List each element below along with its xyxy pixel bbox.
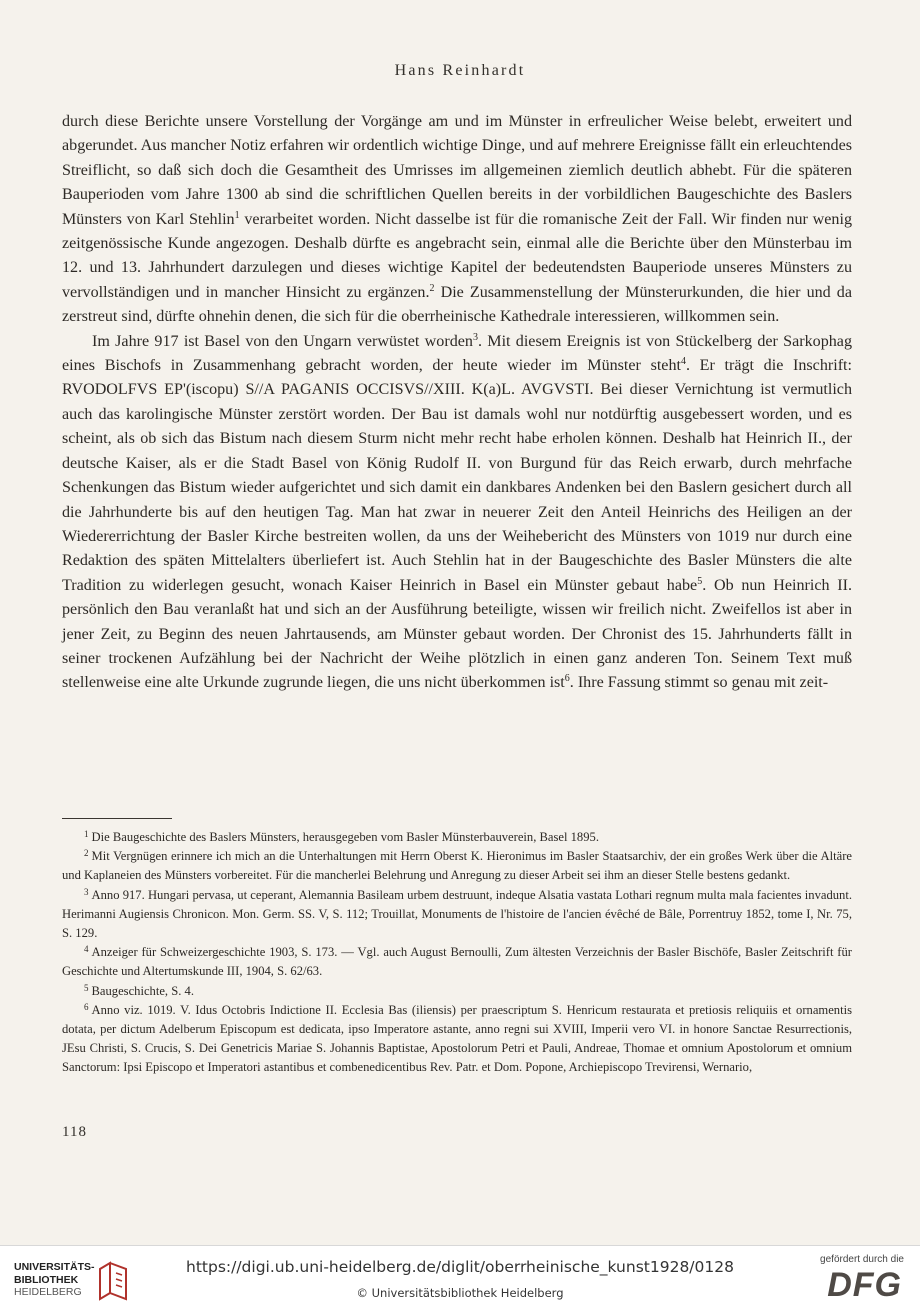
- footnotes: [62, 828, 852, 1078]
- logo-line: UNIVERSITÄTS-: [14, 1261, 95, 1273]
- dfg-logo[interactable]: DFG: [827, 1266, 902, 1304]
- footnote-number: 6: [84, 1001, 89, 1012]
- paragraph: [62, 330, 852, 696]
- footnote-text: Baugeschichte, S. 4.: [91, 983, 194, 998]
- footnote: [62, 886, 852, 944]
- permalink-url[interactable]: https://digi.ub.uni-heidelberg.de/diglit/oberrheinische_kunst1928/0128: [186, 1258, 734, 1276]
- footnote-reference: 5: [697, 575, 703, 587]
- footnote: [62, 828, 852, 847]
- paragraph-text: Die Zusammenstellung der Münsterurkunden, die hier und da zerstreut sind, dürfte ohnehin denen, die sich für die oberrheinische Kathedrale interessieren, willkommen sein.: [62, 283, 852, 326]
- paragraph-text: . Ihre Fassung stimmt so genau mit zeit-: [569, 674, 829, 692]
- footnote-number: 3: [84, 886, 89, 897]
- footnote-text: Die Baugeschichte des Baslers Münsters, herausgegeben vom Basler Münsterbauverein, Basel 1895.: [91, 830, 599, 844]
- logo-line: BIBLIOTHEK: [14, 1273, 79, 1286]
- sponsor-label: gefördert durch die: [820, 1254, 904, 1265]
- footnote: [62, 1001, 852, 1078]
- footnote-text: Anzeiger für Schweizergeschichte 1903, S. 173. — Vgl. auch August Bernoulli, Zum ältesten Verzeichnis der Basler Bischöfe, Basler Zeitschrift für Geschichte und Altertumskunde III, 1904, S. 62/63.: [62, 945, 852, 979]
- body-text: [62, 110, 852, 696]
- paragraph-text: . Mit diesem Ereignis ist von Stückelberg der Sarkophag eines Bischofs in Zusammenhang gebracht worden, der heute wieder im Münster steht: [62, 332, 852, 375]
- footnote-reference: 2: [429, 282, 435, 294]
- paragraph-text: durch diese Berichte unsere Vorstellung der Vorgänge am und im Münster in erfreulicher Weise belebt, erweitert und abgerundet. Aus mancher Notiz erfahren wir ordentlich wichtige Dinge, und auf mehrere Ereignisse fällt ein erleuchtendes Streiflicht, so daß sich doch die Gesamtheit des Umrisses im allgemeinen ziemlich deutlich abhebt. Für die späteren Bauperioden vom Jahre 1300 ab sind die schriftlichen Quellen bereits in der vorbildlichen Baugeschichte des Baslers Münsters von Karl Stehlin: [62, 113, 852, 228]
- footnote-number: 2: [84, 848, 89, 859]
- footnote: [62, 847, 852, 885]
- footnote-reference: 3: [472, 331, 478, 343]
- paragraph-text: verarbeitet worden. Nicht dasselbe ist für die romanische Zeit der Fall. Wir finden nur wenig zeitgenössische Kunde angezogen. Deshalb dürfte es angebracht sein, einmal alle die Berichte über den Münsterbau im 12. und 13. Jahrhundert darzulegen und dieses wichtige Kapitel der bedeutendsten Bauperiode unseres Münsters zu vervollständigen und in mancher Hinsicht zu ergänzen.: [62, 210, 853, 301]
- footnote-reference: 6: [564, 673, 570, 685]
- paragraph-text: Im Jahre 917 ist Basel von den Ungarn verwüstet worden: [92, 332, 473, 350]
- footnote-text: Anno 917. Hungari pervasa, ut ceperant, Alemannia Basileam urbem destruunt, indeque Alsatia vastata Lothari regnum multa mala facientes invadunt. Herimanni Augiensis Chronicon. Mon. Germ. SS. V, S. 112; Trouillat, Monuments de l'histoire de l'ancien évêché de Bâle, Porrentruy 1852, tome I, Nr. 75, S. 129.: [62, 887, 852, 941]
- paragraph-text: . Er trägt die Inschrift: RVODOLFVS EP'(iscopu) S//A PAGANIS OCCISVS//XIII. K(a)L. AVGVSTI. Bei dieser Vernichtung ist vermutlich auch das karolingische Münster zerstört worden. Der Bau ist damals wohl nur notdürftig ausgebessert worden, und es scheint, als ob sich das Bistum nach diesem Sturm nicht mehr recht habe erholen können. Deshalb hat Heinrich II., der deutsche Kaiser, als er die Stadt Basel von König Rudolf II. von Burgund für das Reich erwarb, durch mehrfache Schenkungen das Bistum wieder aufgerichtet und sich damit ein dankbares Andenken bei den Baslern gesichert durch all die Jahrhunderte bis auf den heutigen Tag. Man hat zwar in neuerer Zeit den Anteil Heinrichs des Heiligen an der Wiedererrichtung der Basler Kirche bestreiten wollen, da uns der Weihebericht des Münsters von 1019 nur durch eine Redaktion des späten Mittelalters überliefert ist. Auch Stehlin hat in der Baugeschichte des Basler Münsters die alte Tradition zu widerlegen gesucht, wonach Kaiser Heinrich in Basel ein Münster gebaut habe: [62, 357, 853, 594]
- footnote-number: 4: [84, 944, 89, 955]
- footnote-text: Mit Vergnügen erinnere ich mich an die Unterhaltungen mit Herrn Oberst K. Hieronimus im Basler Staatsarchiv, der ein großes Werk über die Altäre und Kaplaneien des Münsters vorbereitet. Für die mancherlei Belehrung und Anregung zu dieser Arbeit sei ihm an dieser Stelle bestens gedankt.: [62, 849, 852, 883]
- paragraph: [62, 110, 852, 330]
- footnote-reference: 1: [234, 209, 240, 221]
- footnote: [62, 982, 852, 1001]
- footnote-number: 1: [84, 829, 89, 839]
- footnote-reference: 4: [680, 356, 686, 368]
- footnote-divider: [62, 818, 172, 819]
- running-head: Hans Reinhardt: [394, 62, 526, 79]
- page-number: 118: [62, 1124, 87, 1140]
- footnote-text: Anno viz. 1019. V. Idus Octobris Indictione II. Ecclesia Bas (iliensis) per praescriptum S. Henricum restaurata et pretiosis reliquiis et ornamentis dotata, per dictum Adelberum Episcopum est dedicata, ipso Imperatore astante, anno regni sui XVIII, Imperii vero VI. in honore Sanctae Resurrectionis, JEsu Christi, S. Crucis, S. Dei Genetricis Mariae S. Johannis Baptistae, Apostolorum Petri et Pauli, Andreae, Thomae et omnium Apostolorum et omnium Sanctorum: Ipsi Episcopo et Imperatori astantibus et combenedicentibus Rev. Patr. et Dom. Popone, Archiepiscopo Trevirensi, Wernario,: [62, 1002, 852, 1075]
- logo-line: HEIDELBERG: [14, 1286, 82, 1298]
- viewer-footer: [0, 1245, 920, 1312]
- footnote-number: 5: [84, 982, 89, 993]
- paragraph-text: . Ob nun Heinrich II. persönlich den Bau veranlaßt hat und sich an der Ausführung beteiligte, wissen wir freilich nicht. Zweifellos ist aber in jener Zeit, zu Beginn des neuen Jahrtausends, am Münster gebaut worden. Der Chronist des 15. Jahrhunderts fällt in seiner trockenen Aufzählung bei der Nachricht der Weihe plötzlich in einen ganz anderen Ton. Seinem Text muß stellenweise eine alte Urkunde zugrunde liegen, die uns nicht überkommen ist: [62, 576, 852, 692]
- copyright-notice: © Universitätsbibliothek Heidelberg: [356, 1286, 564, 1300]
- footnote: [62, 943, 852, 981]
